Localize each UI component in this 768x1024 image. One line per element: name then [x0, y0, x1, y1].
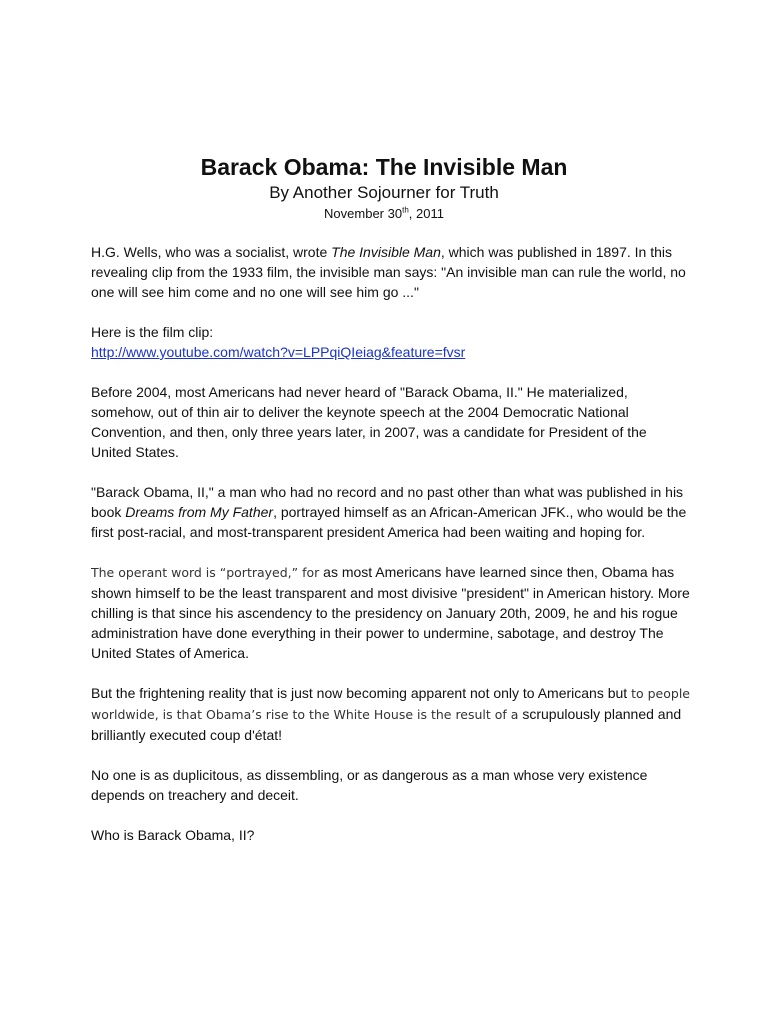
paragraph-question: Who is Barack Obama, II?: [91, 827, 255, 843]
book-title: The Invisible Man: [331, 244, 441, 260]
document-body: [91, 242, 691, 865]
paragraph-text: The operant word is “portrayed,” for: [91, 565, 320, 580]
paragraph-text: , portrayed himself as an African-American JFK., who would be the first post-racial, and most-transparent president America had been waiting and hoping for.: [91, 504, 687, 540]
document-date: [0, 204, 768, 224]
date-year: , 2011: [408, 206, 444, 221]
paragraph-text: "Barack Obama, II," a man who had no record and no past other than what was published in his book: [91, 484, 684, 520]
book-title: Dreams from My Father: [125, 504, 274, 520]
paragraph-before-2004: Before 2004, most Americans had never heard of "Barack Obama, II." He materialized, somehow, out of thin air to deliver the keynote speech at the 2004 Democratic National Convention, and then, only three years later, in 2007, was a candidate for President of the United States.: [91, 384, 647, 460]
paragraph-text: to people worldwide, is that Obama’s rise to the White House is the result of a: [91, 686, 690, 722]
document-header: [0, 152, 768, 224]
paragraph-text: scrupulously planned and brilliantly executed coup d'état!: [91, 706, 682, 743]
film-clip-link[interactable]: http://www.youtube.com/watch?v=LPPqiQIeiag&feature=fvsr: [91, 344, 466, 360]
paragraph-film-clip: [91, 322, 691, 362]
date-prefix: November 30: [324, 206, 403, 221]
date-ordinal: th: [402, 205, 409, 215]
paragraph-duplicitous: No one is as duplicitous, as dissembling, or as dangerous as a man whose very existence depends on treachery and deceit.: [91, 767, 648, 803]
paragraph-operant-word: [91, 562, 691, 663]
paragraph-dreams: [91, 482, 691, 542]
paragraph-intro: [91, 242, 691, 302]
paragraph-frightening-reality: [91, 683, 691, 745]
paragraph-text: But the frightening reality that is just now becoming apparent not only to Americans but: [91, 685, 632, 701]
paragraph-text: H.G. Wells, who was a socialist, wrote: [91, 244, 332, 260]
document-title: Barack Obama: The Invisible Man: [200, 154, 568, 180]
paragraph-text: , which was published in 1897. In this revealing clip from the 1933 film, the invisible man says: "An invisible man can rule the world, no one will see him come and no one will see him go ...": [91, 244, 686, 300]
paragraph-text: as most Americans have learned since then, Obama has shown himself to be the least transparent and most divisive "president" in American history. More chilling is that since his ascendency to the presidency on January 20th, 2009, he and his rogue administration have done everything in their power to undermine, sabotage, and destroy The United States of America.: [91, 564, 690, 661]
film-clip-label: Here is the film clip:: [91, 324, 214, 340]
document-byline: By Another Sojourner for Truth: [269, 183, 499, 202]
